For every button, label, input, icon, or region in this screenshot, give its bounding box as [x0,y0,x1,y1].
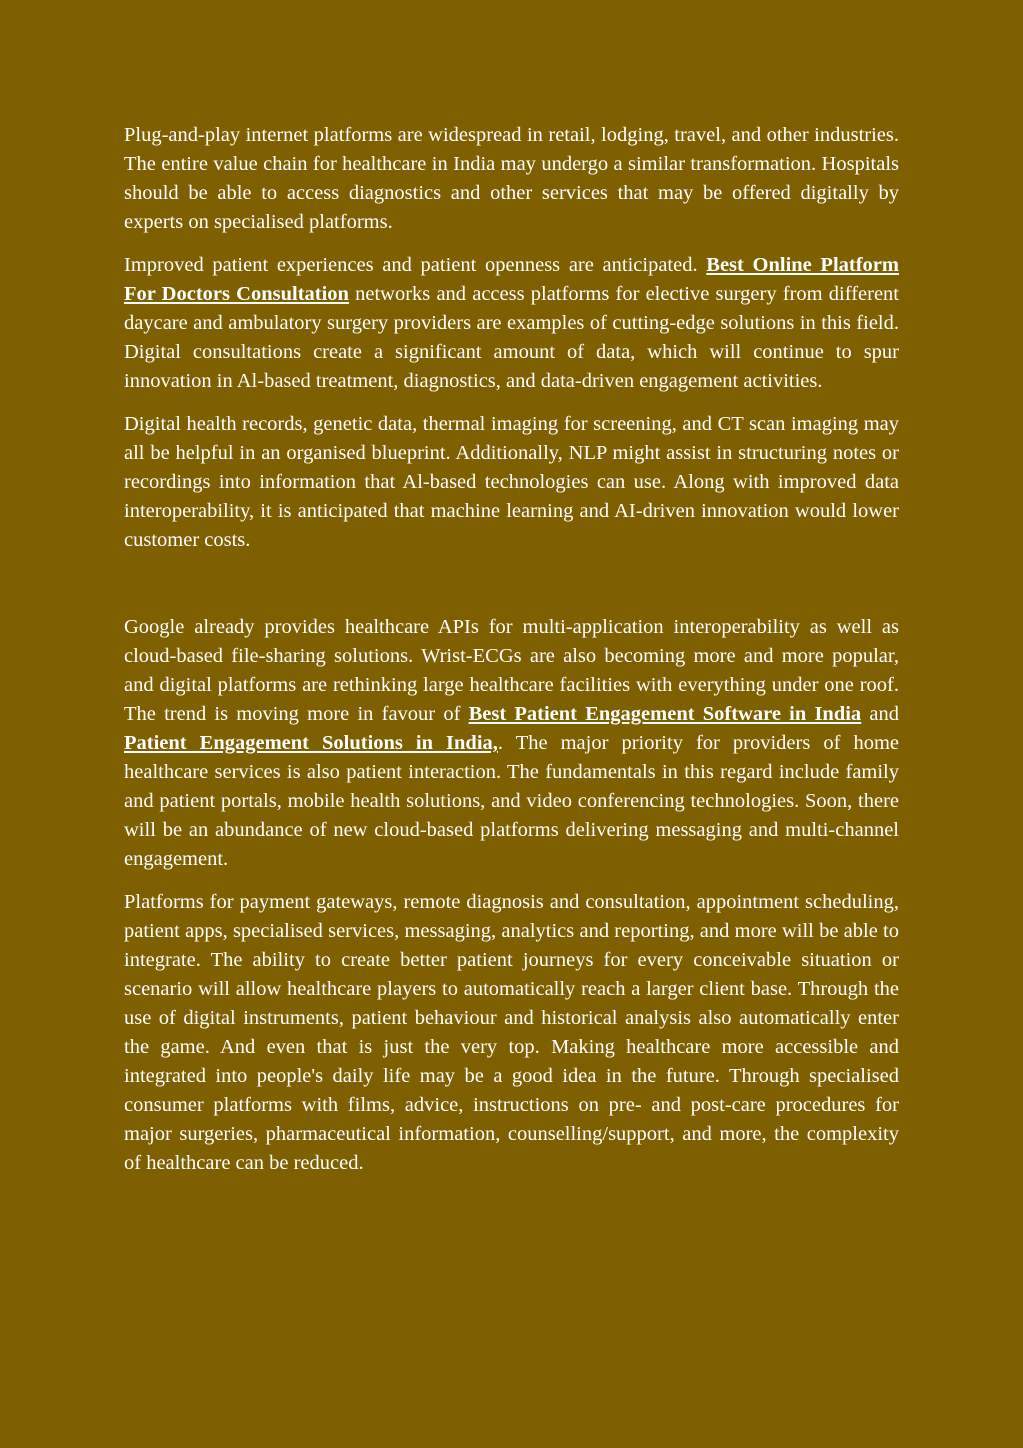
paragraph-text: . The major priority for providers of home healthcare services is also patient interaction. The fundamentals in this regard include family and patient portals, mobile health solutions, and video conferencing technologies. Soon, there will be an abundance of new cloud-based platforms delivering messaging and multi-channel engagement. [124,732,900,870]
paragraph-text: Google already provides healthcare APIs for multi-application interoperability as well as cloud-based file-sharing solutions. Wrist-ECGs are also becoming more and more popular, and digital platforms are rethinking large healthcare facilities with everything under one roof. The trend is moving more in favour of [124,616,899,725]
paragraph-google-healthcare-apis [124,613,899,874]
paragraph-text: and [861,703,899,725]
paragraph-patient-experience [124,251,899,396]
link-best-patient-engagement-software[interactable]: Best Patient Engagement Software in India [468,703,862,725]
document-page [124,121,899,1192]
paragraph-text: networks and access platforms for elective surgery from different daycare and ambulatory surgery providers are examples of cutting-edge solutions in this field. Digital consultations create a significant amount of data, which will continue to spur innovation in Al-based treatment, diagnostics, and data-driven engagement activities. [124,283,900,392]
paragraph-text: Improved patient experiences and patient openness are anticipated. [124,254,707,276]
paragraph-platform-integration: Platforms for payment gateways, remote diagnosis and consultation, appointment scheduling, patient apps, specialised services, messaging, analytics and reporting, and more will be able to integrate. The ability to create better patient journeys for every conceivable situation or scenario will allow healthcare players to automatically reach a larger client base. Through the use of digital instruments, patient behaviour and historical analysis also automatically enter the game. And even that is just the very top. Making healthcare more accessible and integrated into people's daily life may be a good idea in the future. Through specialised consumer platforms with films, advice, instructions on pre- and post-care procedures for major surgeries, pharmaceutical information, counselling/support, and more, the complexity of healthcare can be reduced. [124,891,899,1174]
paragraph-digital-health-records: Digital health records, genetic data, thermal imaging for screening, and CT scan imaging may all be helpful in an organised blueprint. Additionally, NLP might assist in structuring notes or recordings into information that Al-based technologies can use. Along with improved data interoperability, it is anticipated that machine learning and AI-driven innovation would lower customer costs. [124,413,899,551]
link-best-online-platform-doctors-consultation[interactable]: Best Online Platform For Doctors Consultation [124,254,899,305]
link-patient-engagement-solutions[interactable]: Patient Engagement Solutions in India, [124,732,498,754]
paragraph-platforms-intro: Plug-and-play internet platforms are widespread in retail, lodging, travel, and other industries. The entire value chain for healthcare in India may undergo a similar transformation. Hospitals should be able to access diagnostics and other services that may be offered digitally by experts on specialised platforms. [124,124,899,233]
